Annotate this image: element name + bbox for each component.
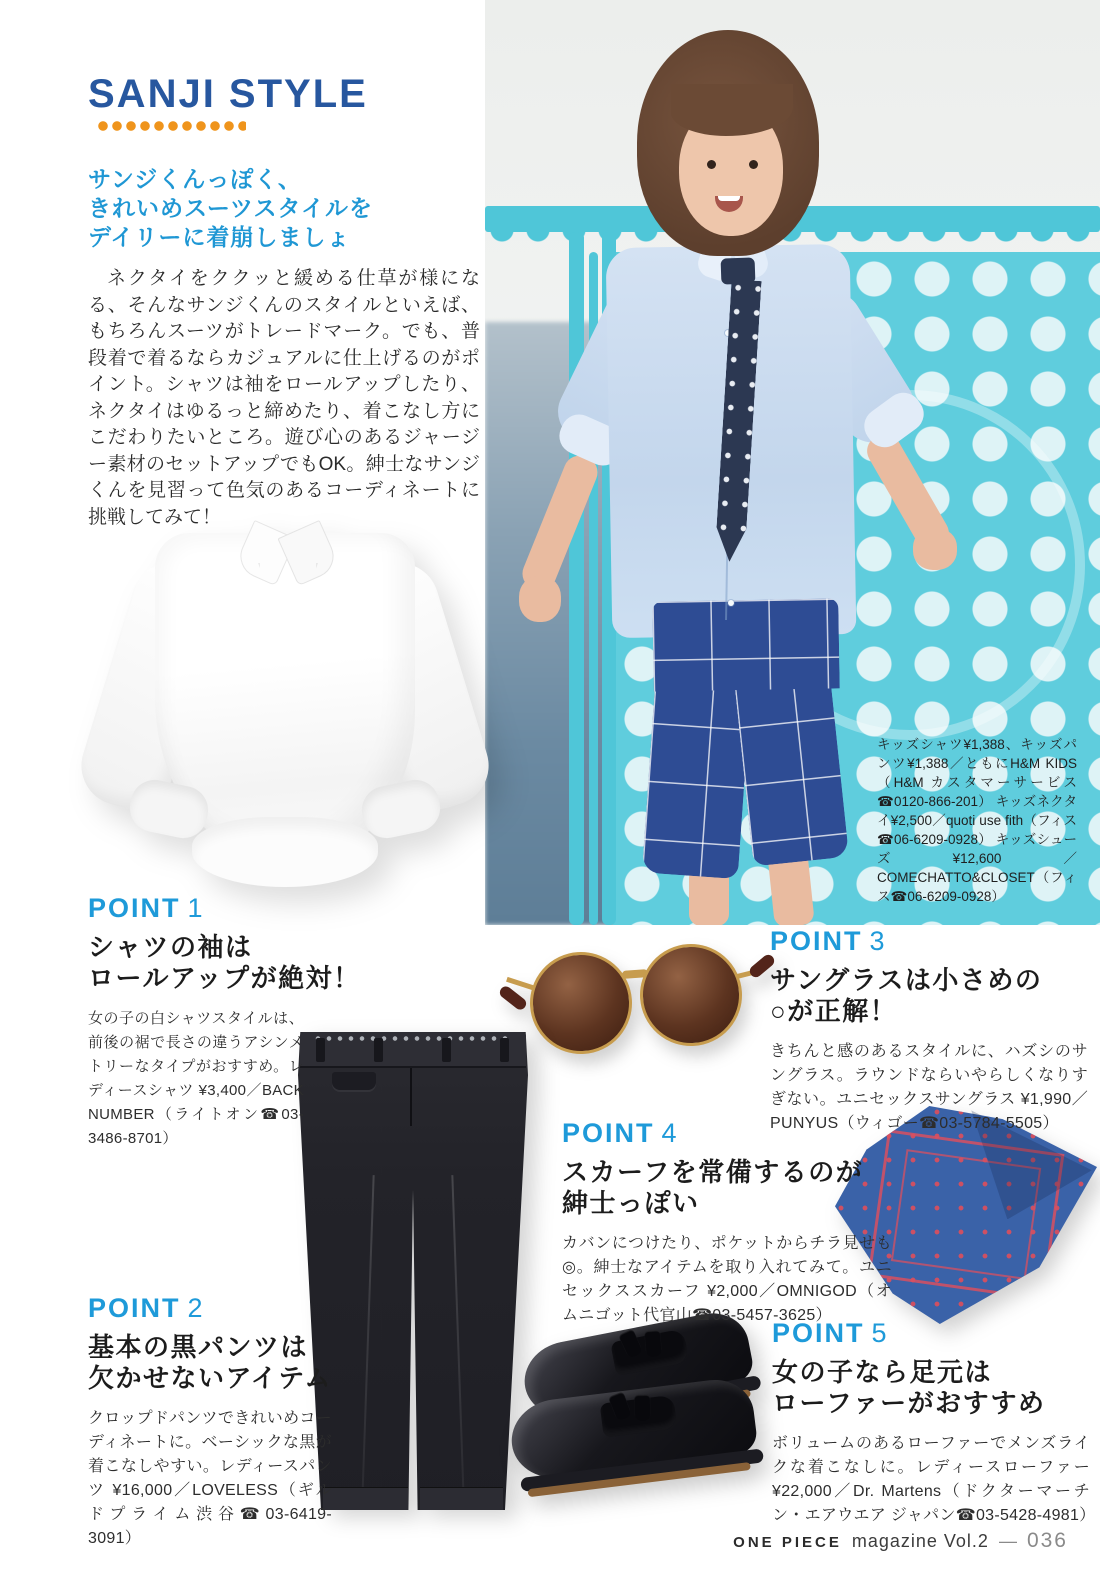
point-4-title: スカーフを常備するのが 紳士っぽい xyxy=(562,1157,864,1218)
sunglasses-product-image xyxy=(514,930,752,1055)
point-2-title: 基本の黒パンツは 欠かせないアイテム xyxy=(88,1332,332,1393)
pants-cuff xyxy=(323,1487,408,1510)
boy-right-hand xyxy=(913,528,957,570)
page-number: 036 xyxy=(1026,1529,1068,1552)
point-4-body: カバンにつけたり、ポケットからチラ見せも◎。紳士なアイテムを取り入れてみて。ユニセックススカーフ ¥2,000／OMNIGOD（オムニゴット代官山☎03-5457-3625） xyxy=(562,1235,892,1324)
subtitle-line: きれいめスーツスタイルを xyxy=(88,195,374,221)
magazine-name: ONE PIECE xyxy=(733,1534,842,1551)
title-dots-decoration xyxy=(98,121,246,131)
point-5-title: 女の子なら足元は ローファーがおすすめ xyxy=(772,1357,1046,1418)
point-3-section xyxy=(770,926,1088,1136)
belt-loop xyxy=(374,1038,383,1062)
sunglasses-temple-tip xyxy=(497,984,528,1012)
masthead xyxy=(88,72,488,531)
boy-shorts-right-leg xyxy=(733,660,849,867)
point-3-body: きちんと感のあるスタイルに、ハズシのサングラス。ラウンドならいやらしくなりすぎない。ユニセックスサングラス ¥1,990／PUNYUS（ウィゴー☎03-5784-5505） xyxy=(770,1043,1088,1132)
pants-fly-seam xyxy=(410,1068,412,1126)
loafer-tassel xyxy=(644,1330,662,1357)
photo-caption: キッズシャツ¥1,388、キッズパンツ¥1,388／ともにH&M KIDS（H&M カスタマーサービス☎0120-866-201） キッズネクタイ¥2,500／quoti use fith（フィス☎06-6209-0928） キッズシューズ¥12,600／COMECHATTO&CLOSET（フィス☎06-6209-0928） xyxy=(877,737,1077,904)
point-1-body: 女の子の白シャツスタイルは、前後の裾で長さの違うアシンメトリーなタイプがおすすめ。レディースシャツ ¥3,400／BACK NUMBER（ライトオン☎03-3486-8701） xyxy=(88,1010,304,1147)
boy-shorts xyxy=(652,598,840,691)
fence-baluster xyxy=(569,232,584,925)
subtitle-line: デイリーに着崩しましょ xyxy=(88,224,351,250)
point-2-header: POINT 2 xyxy=(88,1293,203,1323)
point-2-body: クロップドパンツできれいめコーディネートに。ベーシックな黒が着こなしやすい。レディースパンツ ¥16,000／LOVELESS（ギルドプライム渋谷☎03-6419-3091） xyxy=(88,1410,332,1547)
loafer-tassel xyxy=(634,1395,650,1421)
loafer-sole xyxy=(520,1448,764,1492)
point-3-title: サングラスは小さめの ○が正解！ xyxy=(770,965,1043,1026)
point-5-body: ボリュームのあるローファーでメンズライクな着こなしに。レディースローファー¥22,000／Dr. Martens（ドクターマーチン・エアウエア ジャパン☎03-5428-4981） xyxy=(772,1435,1096,1524)
sunglasses-lens xyxy=(637,941,746,1050)
sunglasses-lens xyxy=(527,949,636,1058)
boy-eye xyxy=(707,160,716,169)
white-shirt-product-image xyxy=(100,505,470,910)
boy-left-hand xyxy=(519,576,561,622)
intro-paragraph: ネクタイをククッと緩める仕草が様になる、そんなサンジくんのスタイルといえば、もちろんスーツがトレードマーク。でも、普段着で着るならカジュアルに仕上げるのがポイント。シャツは袖をロールアップしたり、ネクタイはゆるっと締めたり、着こなし方にこだわりたいところ。遊び心のあるジャージー素材のセットアップでもOK。紳士なサンジくんを見習って色気のあるコーディネートに挑戦してみて！ xyxy=(88,268,480,528)
subtitle-line: サンジくんっぽく、 xyxy=(88,166,302,192)
point-1-section xyxy=(88,893,361,1151)
page-footer xyxy=(733,1529,1068,1553)
point-2-section xyxy=(88,1293,332,1551)
issue-label: magazine Vol.2 xyxy=(851,1531,989,1551)
page-subtitle xyxy=(88,165,488,252)
point-4-header: POINT 4 xyxy=(562,1118,677,1148)
belt-loop xyxy=(442,1038,451,1062)
footer-separator: — xyxy=(998,1531,1017,1551)
point-5-section xyxy=(772,1318,1096,1528)
point-5-header: POINT 5 xyxy=(772,1318,887,1348)
loafers-product-image xyxy=(505,1318,767,1493)
point-3-header: POINT 3 xyxy=(770,926,885,956)
belt-loop xyxy=(500,1038,509,1062)
point-4-section xyxy=(562,1118,892,1328)
shirt-hem xyxy=(192,817,378,887)
pants-cuff xyxy=(420,1487,503,1510)
page-title: SANJI STYLE xyxy=(88,72,368,116)
point-1-header: POINT 1 xyxy=(88,893,203,923)
boy-eye xyxy=(749,160,758,169)
boy-tie-knot xyxy=(721,257,756,284)
point-1-title: シャツの袖は ロールアップが絶対！ xyxy=(88,932,361,993)
hero-photo xyxy=(485,0,1100,925)
shirt-button xyxy=(728,600,734,606)
